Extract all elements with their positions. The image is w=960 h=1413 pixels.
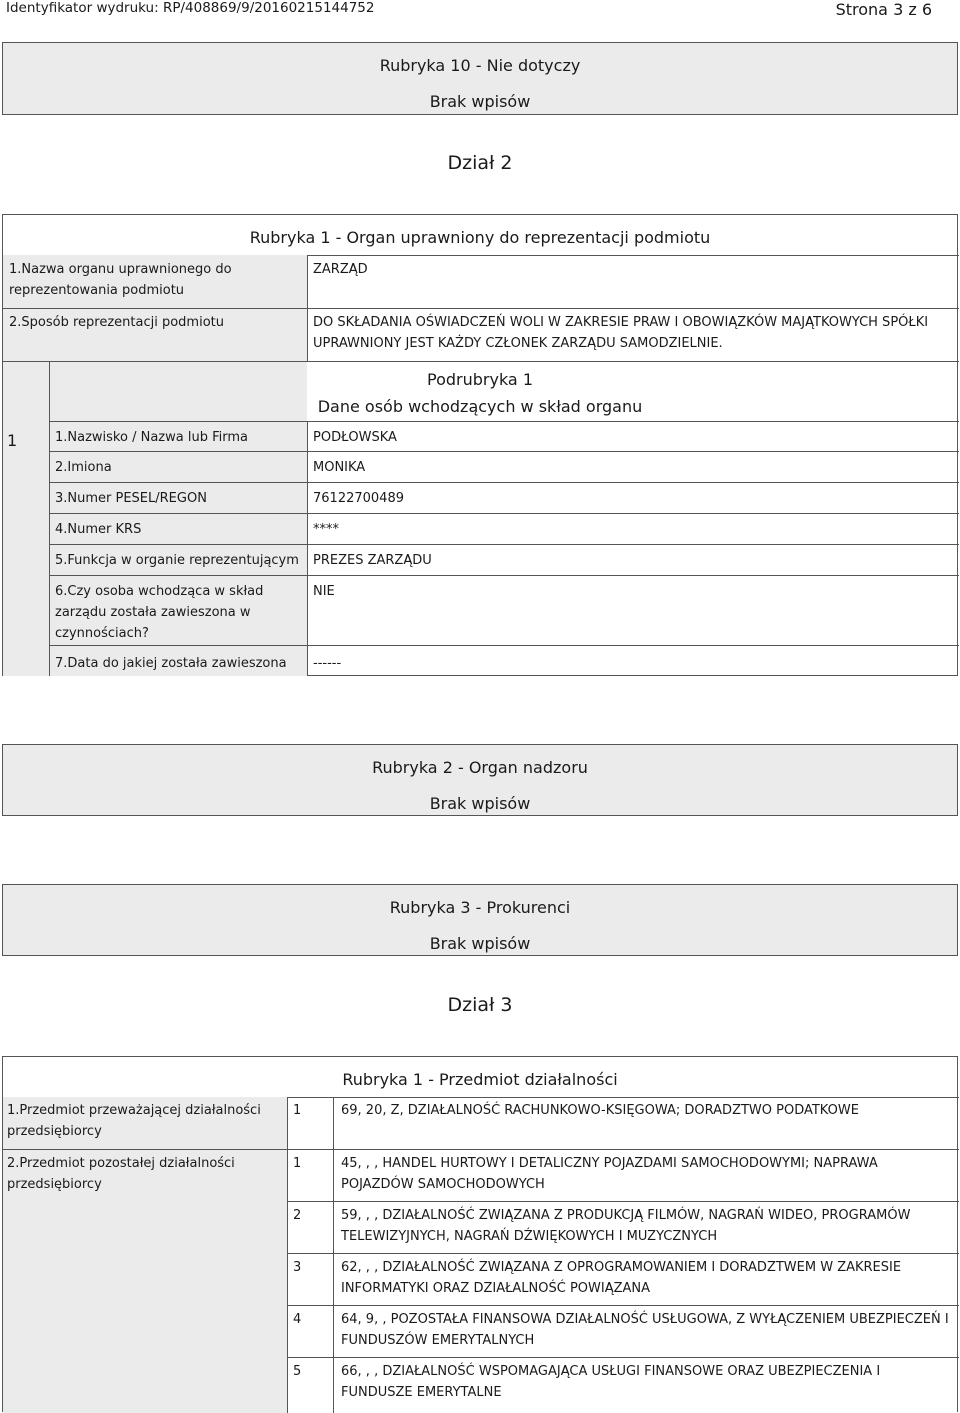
main-activity-text: 69, 20, Z, DZIAŁALNOŚĆ RACHUNKOWO-KSIĘGOWA; DORADZTWO PODATKOWE bbox=[341, 1103, 859, 1118]
field-representation-label: 2.Sposób reprezentacji podmiotu bbox=[9, 315, 224, 330]
dzial3-rubryka1-table bbox=[2, 1056, 958, 1412]
rubryka2-box bbox=[2, 744, 958, 816]
other-activity-no: 5 bbox=[293, 1364, 302, 1379]
person-pesel-value: 76122700489 bbox=[313, 491, 404, 506]
other-activity-text: 59, , , DZIAŁALNOŚĆ ZWIĄZANA Z PRODUKCJĄ FILMÓW, NAGRAŃ WIDEO, PROGRAMÓW TELEWIZYJNYCH, NAGRAŃ DŹWIĘKOWYCH I MUZYCZNYCH bbox=[341, 1208, 911, 1244]
person-suspended-value: NIE bbox=[313, 584, 335, 599]
field-organ-name-value: ZARZĄD bbox=[313, 262, 368, 277]
rubryka10-title: Rubryka 10 - Nie dotyczy bbox=[379, 56, 581, 75]
other-activity-no: 1 bbox=[293, 1156, 302, 1171]
rubryka10-box bbox=[2, 42, 958, 115]
person-suspension-date-label: 7.Data do jakiej została zawieszona bbox=[55, 656, 287, 671]
dzial3-title: Dział 3 bbox=[447, 994, 513, 1016]
rubryka3-title: Rubryka 3 - Prokurenci bbox=[389, 898, 571, 917]
other-activity-no: 4 bbox=[293, 1312, 302, 1327]
person-suspended-label: 6.Czy osoba wchodząca w skład zarządu została zawieszona w czynnościach? bbox=[55, 584, 264, 641]
other-activity-text: 64, 9, , POZOSTAŁA FINANSOWA DZIAŁALNOŚĆ USŁUGOWA, Z WYŁĄCZENIEM UBEZPIECZEŃ I FUNDUSZÓW EMERYTALNYCH bbox=[341, 1312, 949, 1348]
rubryka3-empty: Brak wpisów bbox=[429, 934, 531, 953]
podrubryka-title: Podrubryka 1 bbox=[427, 370, 533, 389]
person-pesel-label: 3.Numer PESEL/REGON bbox=[55, 491, 207, 506]
field-representation-value: DO SKŁADANIA OŚWIADCZEŃ WOLI W ZAKRESIE PRAW I OBOWIĄZKÓW MAJĄTKOWYCH SPÓŁKI UPRAWNIONY JEST KAŻDY CZŁONEK ZARZĄDU SAMODZIELNIE. bbox=[313, 315, 929, 351]
rubryka2-empty: Brak wpisów bbox=[429, 794, 531, 813]
rubryka2-title: Rubryka 2 - Organ nadzoru bbox=[372, 758, 588, 777]
person-suspension-date-value: ------ bbox=[313, 656, 342, 671]
rubryka3-box bbox=[2, 884, 958, 956]
dzial2-rubryka1-table bbox=[2, 214, 958, 676]
person-function-label: 5.Funkcja w organie reprezentującym bbox=[55, 553, 299, 568]
other-activity-no: 3 bbox=[293, 1260, 302, 1275]
dzial2-title: Dział 2 bbox=[447, 152, 513, 174]
person-surname-value: PODŁOWSKA bbox=[313, 430, 397, 445]
other-activity-label: 2.Przedmiot pozostałej działalności przedsiębiorcy bbox=[7, 1156, 235, 1192]
dzial3-rubryka1-title: Rubryka 1 - Przedmiot działalności bbox=[342, 1070, 618, 1089]
rubryka1-title: Rubryka 1 - Organ uprawniony do reprezentacji podmiotu bbox=[249, 228, 711, 247]
page-number: Strona 3 z 6 bbox=[835, 0, 932, 19]
person-firstnames-value: MONIKA bbox=[313, 460, 366, 475]
other-activity-text: 45, , , HANDEL HURTOWY I DETALICZNY POJAZDAMI SAMOCHODOWYMI; NAPRAWA POJAZDÓW SAMOCHODOWYCH bbox=[341, 1156, 878, 1192]
podrubryka-subtitle: Dane osób wchodzących w skład organu bbox=[317, 397, 643, 416]
person-surname-label: 1.Nazwisko / Nazwa lub Firma bbox=[55, 430, 248, 445]
main-activity-no: 1 bbox=[293, 1103, 302, 1118]
other-activity-text: 62, , , DZIAŁALNOŚĆ ZWIĄZANA Z OPROGRAMOWANIEM I DORADZTWEM W ZAKRESIE INFORMATYKI ORAZ DZIAŁALNOŚĆ POWIĄZANA bbox=[341, 1260, 902, 1296]
main-activity-label: 1.Przedmiot przeważającej działalności przedsiębiorcy bbox=[7, 1103, 261, 1139]
field-organ-name-label: 1.Nazwa organu uprawnionego do reprezentowania podmiotu bbox=[9, 262, 232, 298]
person-index: 1 bbox=[7, 431, 18, 450]
other-activity-no: 2 bbox=[293, 1208, 302, 1223]
person-function-value: PREZES ZARZĄDU bbox=[313, 553, 432, 568]
print-identifier: Identyfikator wydruku: RP/408869/9/20160215144752 bbox=[6, 0, 375, 16]
person-firstnames-label: 2.Imiona bbox=[55, 460, 112, 475]
rubryka10-empty: Brak wpisów bbox=[429, 92, 531, 111]
person-krs-value: **** bbox=[313, 522, 339, 537]
other-activity-text: 66, , , DZIAŁALNOŚĆ WSPOMAGAJĄCA USŁUGI FINANSOWE ORAZ UBEZPIECZENIA I FUNDUSZE EMERYTALNE bbox=[341, 1364, 881, 1400]
person-krs-label: 4.Numer KRS bbox=[55, 522, 142, 537]
